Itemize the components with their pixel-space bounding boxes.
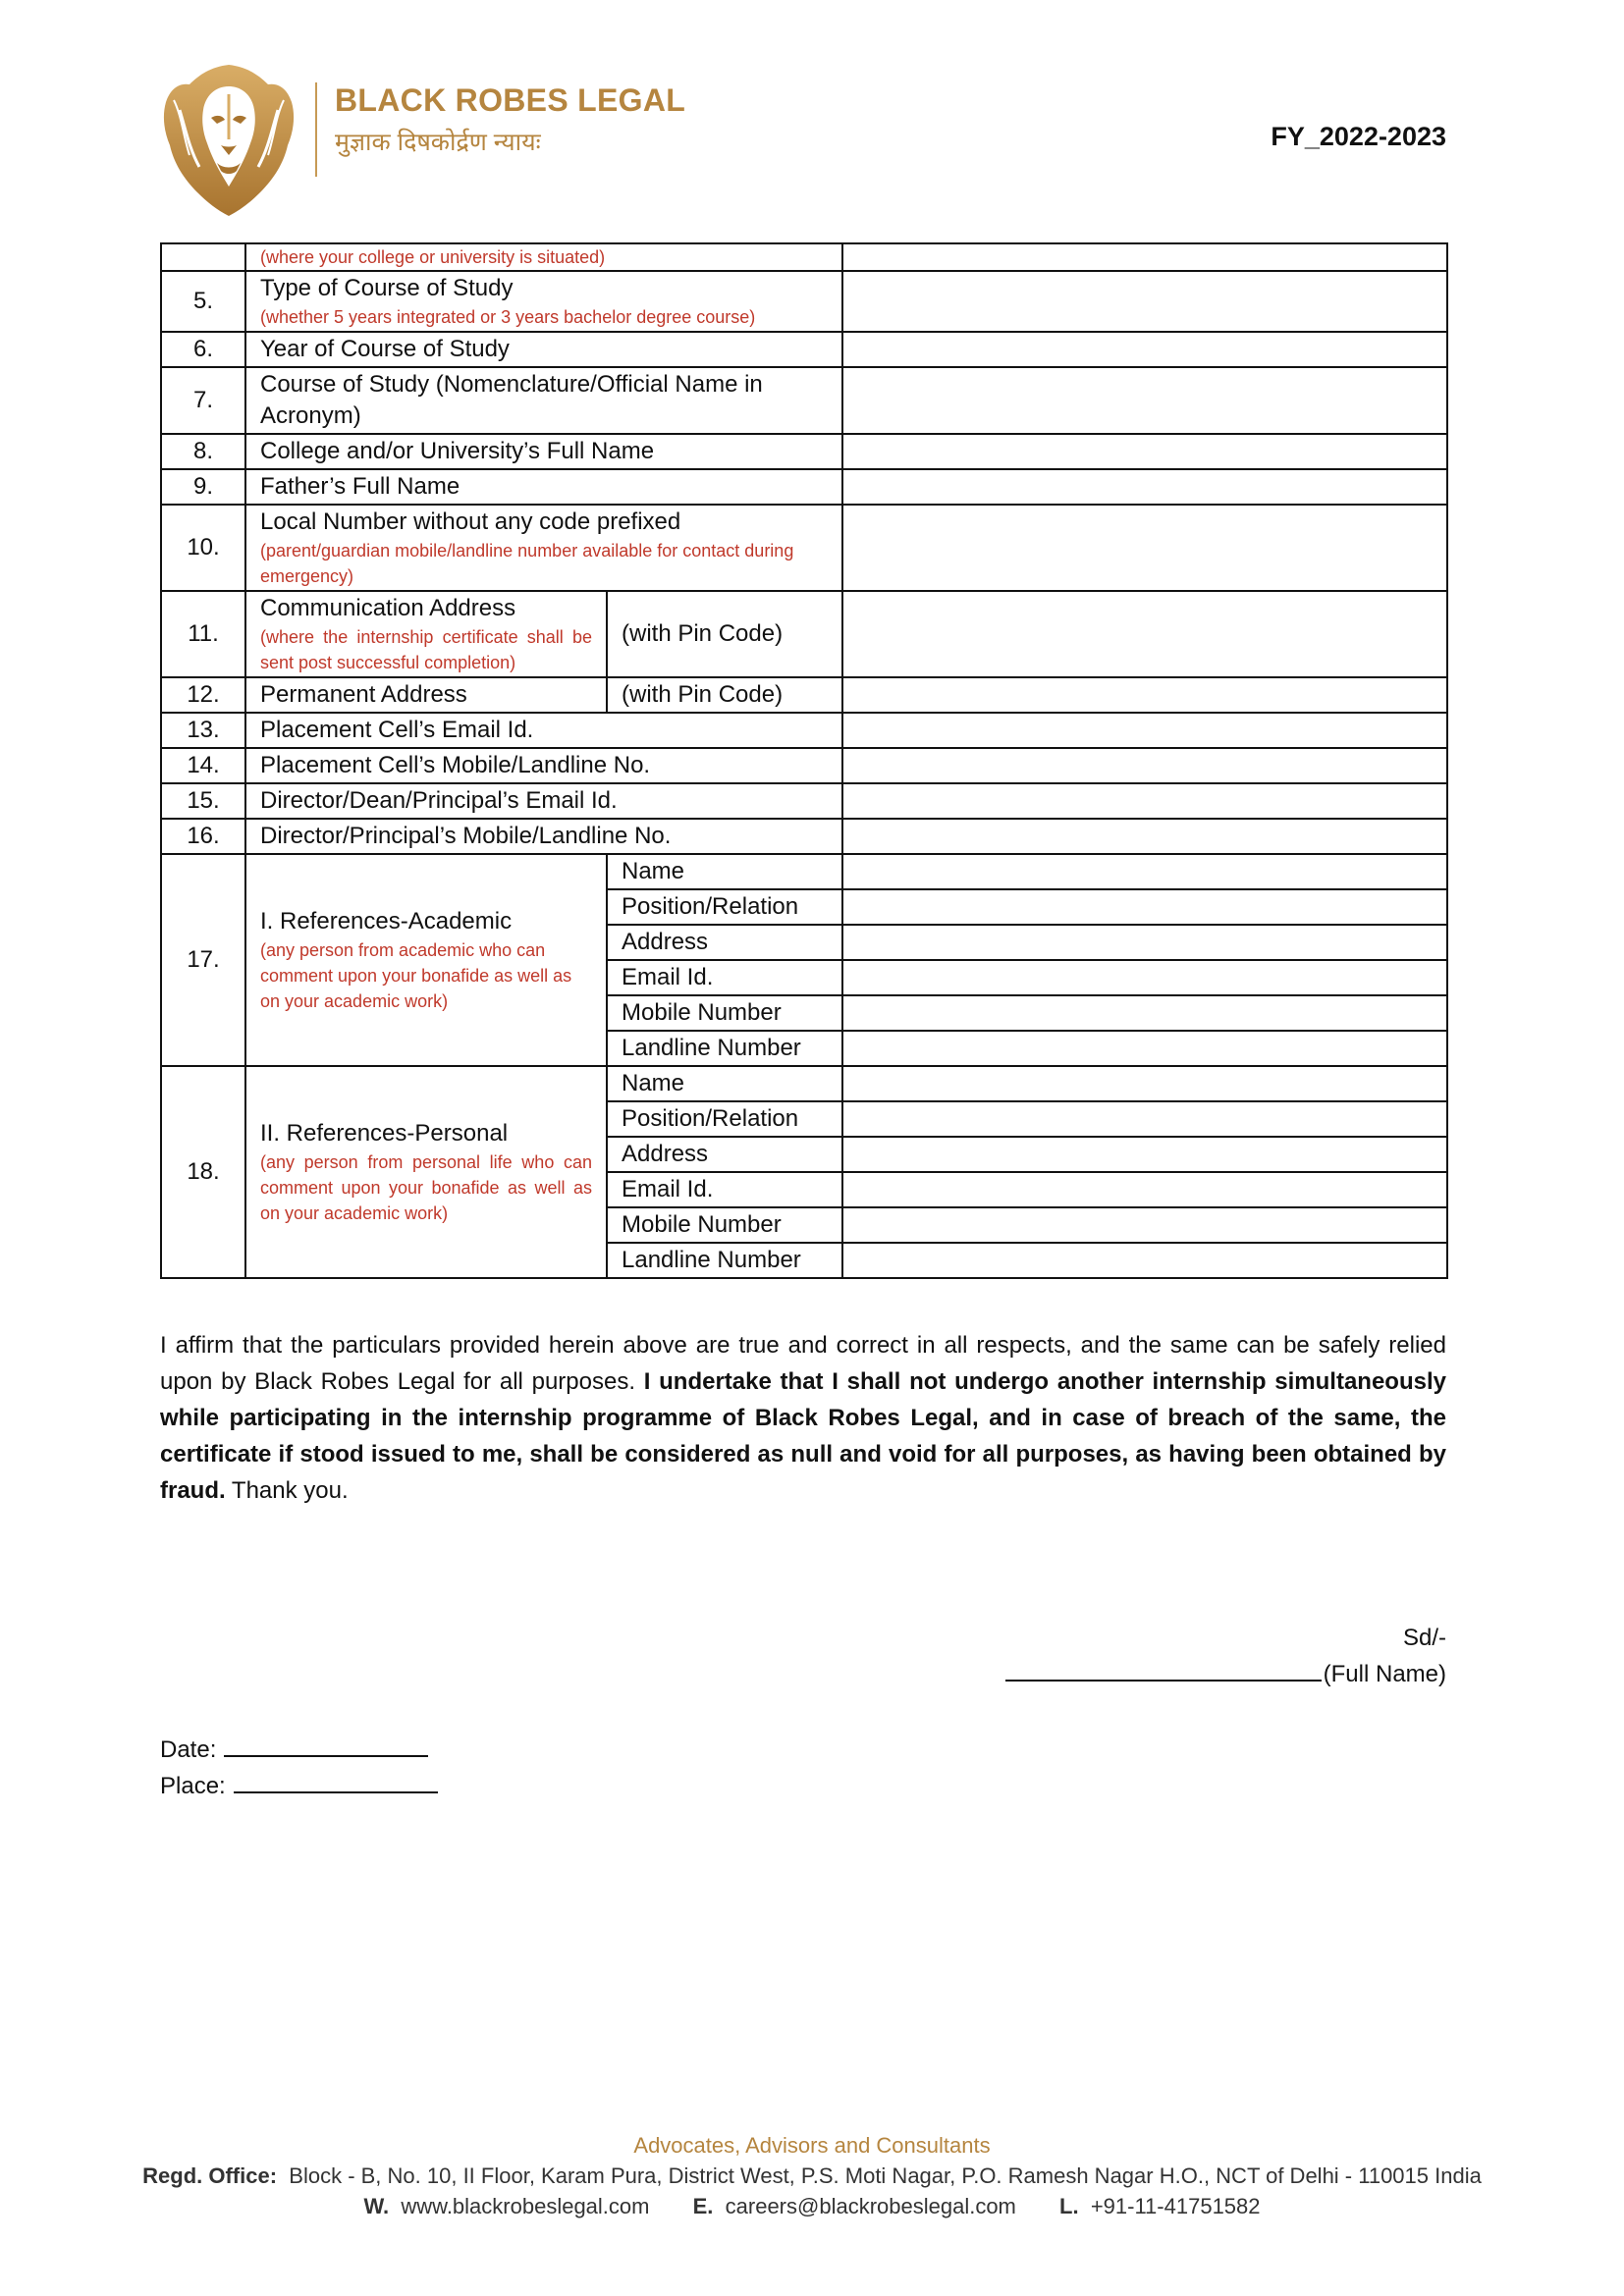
- footer-tagline: Advocates, Advisors and Consultants: [633, 2133, 991, 2158]
- row-number: 8.: [161, 434, 245, 469]
- form-row-12: [161, 677, 1447, 713]
- reference-value-field[interactable]: [842, 995, 1447, 1031]
- form-row-9: [161, 469, 1447, 505]
- letterhead: [160, 61, 1446, 218]
- reference-personal-row: [161, 1066, 1447, 1101]
- brand: [335, 82, 685, 158]
- signature-block: [1005, 1620, 1446, 1692]
- form-row-6: [161, 332, 1447, 367]
- reference-value-field[interactable]: [842, 960, 1447, 995]
- form-row-14: [161, 748, 1447, 783]
- row-label: Director/Principal’s Mobile/Landline No.: [245, 819, 842, 854]
- row-label: Permanent Address: [245, 677, 607, 713]
- row-number: [161, 243, 245, 271]
- reference-note: (any person from personal life who can comment upon your bonafide as well as on your academic work): [260, 1152, 592, 1223]
- row-value-field[interactable]: [842, 271, 1447, 332]
- row-number: 6.: [161, 332, 245, 367]
- reference-value-field[interactable]: [842, 1172, 1447, 1207]
- row-value-field[interactable]: [842, 748, 1447, 783]
- row-label: Type of Course of Study (whether 5 years integrated or 3 years bachelor degree course): [245, 271, 842, 332]
- row-number: 14.: [161, 748, 245, 783]
- row-sub-label: (with Pin Code): [607, 677, 842, 713]
- declaration-text: I affirm that the particulars provided herein above are true and correct in all respects, and the same can be safely relied upon by Black Robes Legal for all purposes.: [160, 1332, 1446, 1395]
- web-label: W.: [363, 2194, 390, 2218]
- row-number: 15.: [161, 783, 245, 819]
- reference-field-label: Position/Relation: [607, 889, 842, 925]
- footer-office: [0, 2161, 1624, 2191]
- row-label: Local Number without any code prefixed (parent/guardian mobile/landline number available for contact during emergency): [245, 505, 842, 591]
- reference-value-field[interactable]: [842, 1031, 1447, 1066]
- reference-field-label: Address: [607, 1137, 842, 1172]
- row-value-field[interactable]: [842, 783, 1447, 819]
- reference-field-label: Mobile Number: [607, 995, 842, 1031]
- row-number: 18.: [161, 1066, 245, 1278]
- reference-value-field[interactable]: [842, 854, 1447, 889]
- declaration-undertaking: I undertake that I shall not undergo another internship simultaneously while participating in the internship programme of Black Robes Legal, and in case of breach of the same, the certificate if stood issued to me, shall be considered as null and void for all purposes, as having been obtained by fraud.: [160, 1368, 1446, 1504]
- row-label: Communication Address (where the internship certificate shall be sent post successful completion): [245, 591, 607, 677]
- reference-value-field[interactable]: [842, 1243, 1447, 1278]
- row-value-field[interactable]: [842, 367, 1447, 434]
- sd-label: Sd/-: [1402, 1625, 1446, 1651]
- reference-field-label: Landline Number: [607, 1031, 842, 1066]
- reference-field-label: Address: [607, 925, 842, 960]
- form-row-10: [161, 505, 1447, 591]
- lion-head-icon: [160, 61, 298, 218]
- row-value-field[interactable]: [842, 332, 1447, 367]
- brand-name: BLACK ROBES LEGAL: [335, 82, 686, 118]
- reference-value-field[interactable]: [842, 1066, 1447, 1101]
- email-label: E.: [692, 2194, 714, 2218]
- form-row-13: [161, 713, 1447, 748]
- form-row-5: [161, 271, 1447, 332]
- brand-tagline: मुज्ञाक दिषकोर्द्रण न्यायः: [335, 129, 541, 156]
- row-value-field[interactable]: [842, 713, 1447, 748]
- reference-note: (any person from academic who can comment upon your bonafide as well as on your academic work): [260, 940, 572, 1011]
- row-number: 13.: [161, 713, 245, 748]
- footer-contacts: [0, 2191, 1624, 2221]
- logo-divider: [315, 82, 317, 177]
- reference-label: II. References-Personal (any person from personal life who can comment upon your bonafide as well as on your academic work): [245, 1066, 607, 1278]
- office-label: Regd. Office:: [142, 2163, 278, 2188]
- form-row-15: [161, 783, 1447, 819]
- reference-field-label: Position/Relation: [607, 1101, 842, 1137]
- reference-field-label: Name: [607, 1066, 842, 1101]
- reference-value-field[interactable]: [842, 925, 1447, 960]
- phone-label: L.: [1059, 2194, 1079, 2218]
- row-value-field[interactable]: [842, 434, 1447, 469]
- declaration-paragraph: [160, 1327, 1446, 1509]
- row-number: 17.: [161, 854, 245, 1066]
- form-row-8: [161, 434, 1447, 469]
- row-label: [245, 243, 842, 271]
- reference-field-label: Mobile Number: [607, 1207, 842, 1243]
- row-value-field[interactable]: [842, 819, 1447, 854]
- row-note: (parent/guardian mobile/landline number available for contact during emergency): [260, 541, 794, 586]
- row-value-field[interactable]: [842, 591, 1447, 677]
- row-label: Year of Course of Study: [245, 332, 842, 367]
- row-sub-label: (with Pin Code): [607, 591, 842, 677]
- row-number: 5.: [161, 271, 245, 332]
- row-value-field[interactable]: [842, 505, 1447, 591]
- date-line[interactable]: [224, 1734, 428, 1757]
- form-row-11: [161, 591, 1447, 677]
- row-label: Director/Dean/Principal’s Email Id.: [245, 783, 842, 819]
- reference-value-field[interactable]: [842, 1101, 1447, 1137]
- row-note: (where your college or university is situated): [260, 247, 606, 267]
- reference-value-field[interactable]: [842, 1207, 1447, 1243]
- row-label: Father’s Full Name: [245, 469, 842, 505]
- form-row-16: [161, 819, 1447, 854]
- internship-form-table: [160, 242, 1448, 1279]
- declaration-closing: Thank you.: [225, 1477, 349, 1504]
- row-value-field[interactable]: [842, 677, 1447, 713]
- fiscal-year: FY_2022-2023: [1271, 122, 1446, 151]
- row-value-field[interactable]: [842, 469, 1447, 505]
- reference-field-label: Landline Number: [607, 1243, 842, 1278]
- place-label: Place:: [160, 1773, 226, 1799]
- reference-academic-row: [161, 854, 1447, 889]
- full-name-label: (Full Name): [1323, 1661, 1446, 1687]
- reference-label: I. References-Academic (any person from academic who can comment upon your bonafide as well as on your academic work): [245, 854, 607, 1066]
- reference-field-label: Email Id.: [607, 960, 842, 995]
- row-number: 11.: [161, 591, 245, 677]
- footer-phone: +91-11-41751582: [1090, 2194, 1261, 2218]
- row-value-field[interactable]: [842, 243, 1447, 271]
- reference-value-field[interactable]: [842, 1137, 1447, 1172]
- date-label: Date:: [160, 1736, 217, 1763]
- footer-website-link[interactable]: www.blackrobeslegal.com: [401, 2194, 650, 2218]
- reference-field-label: Name: [607, 854, 842, 889]
- row-number: 9.: [161, 469, 245, 505]
- signature-line[interactable]: [1005, 1656, 1322, 1682]
- row-label: Placement Cell’s Email Id.: [245, 713, 842, 748]
- row-label: Placement Cell’s Mobile/Landline No.: [245, 748, 842, 783]
- footer: [0, 2130, 1624, 2221]
- row-number: 12.: [161, 677, 245, 713]
- reference-value-field[interactable]: [842, 889, 1447, 925]
- row-number: 16.: [161, 819, 245, 854]
- row-note: (where the internship certificate shall be sent post successful completion): [260, 627, 592, 672]
- row-note: (whether 5 years integrated or 3 years bachelor degree course): [260, 307, 756, 327]
- row-label: Course of Study (Nomenclature/Official Name in Acronym): [245, 367, 842, 434]
- row-number: 7.: [161, 367, 245, 434]
- office-address: Block - B, No. 10, II Floor, Karam Pura, District West, P.S. Moti Nagar, P.O. Ramesh Nagar H.O., NCT of Delhi - 110015 India: [289, 2163, 1482, 2188]
- reference-field-label: Email Id.: [607, 1172, 842, 1207]
- row-label: College and/or University’s Full Name: [245, 434, 842, 469]
- row-number: 10.: [161, 505, 245, 591]
- date-place-block: [160, 1732, 438, 1804]
- place-line[interactable]: [234, 1770, 438, 1793]
- footer-email-link[interactable]: careers@blackrobeslegal.com: [725, 2194, 1016, 2218]
- form-row-7: [161, 367, 1447, 434]
- form-row-4: [161, 243, 1447, 271]
